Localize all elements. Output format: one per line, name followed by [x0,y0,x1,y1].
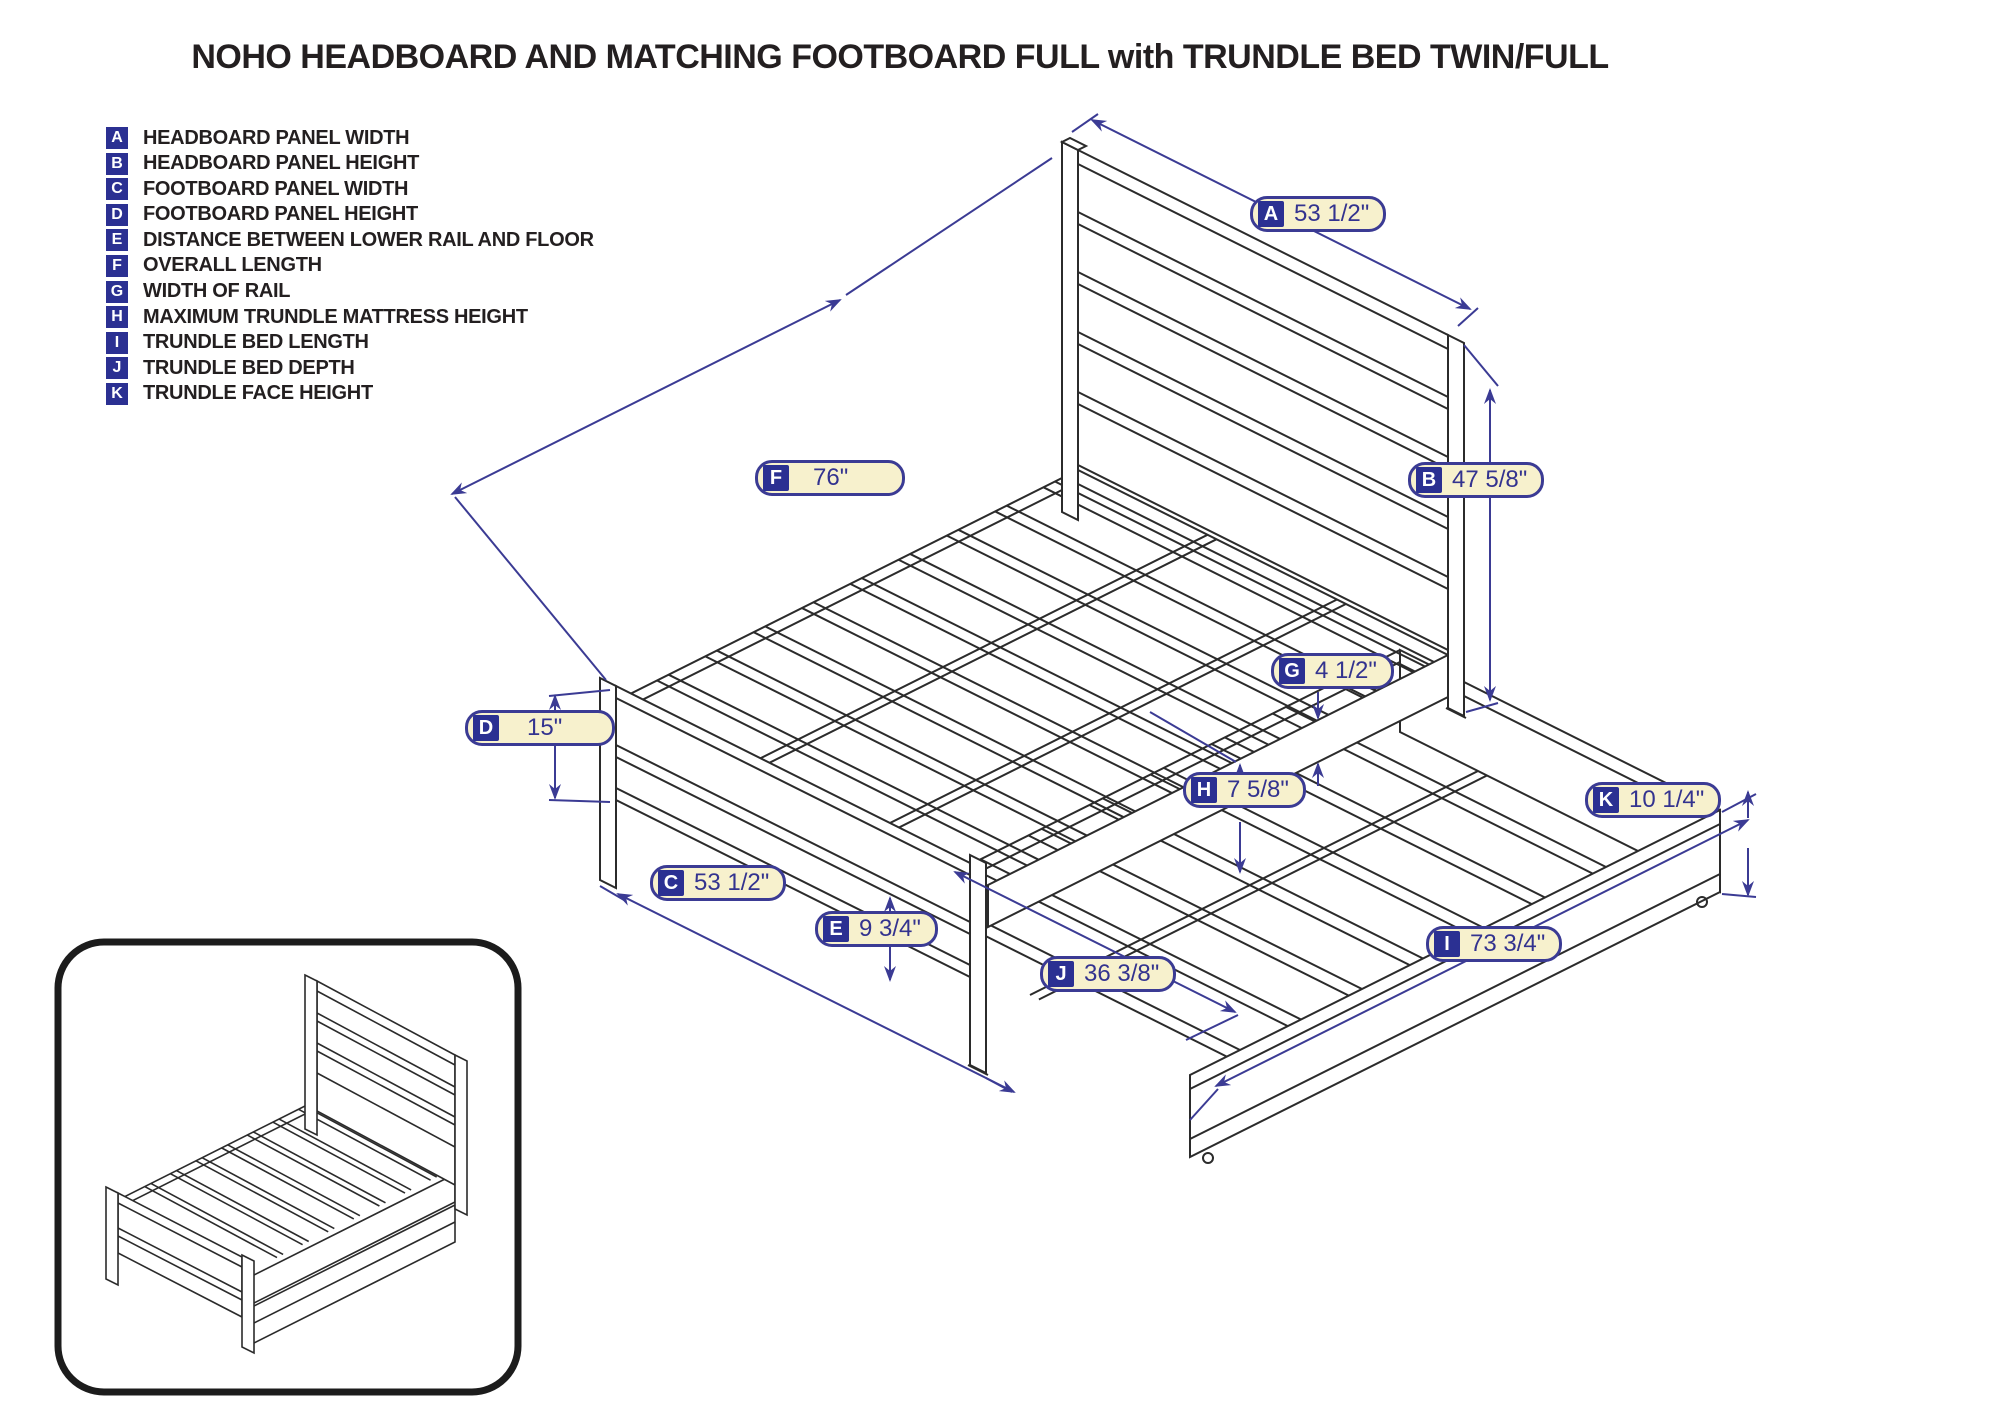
dimension-label-k [1585,782,1721,818]
legend-label: HEADBOARD PANEL HEIGHT [143,152,420,175]
dimension-badge: A [1258,201,1284,227]
legend-badge: B [106,153,128,175]
dimension-label-c [650,865,786,901]
legend-label: FOOTBOARD PANEL WIDTH [143,177,409,200]
legend-badge: F [106,255,128,277]
legend-label: TRUNDLE BED DEPTH [143,356,355,379]
dimension-badge: E [823,916,849,942]
dimension-badge: D [473,715,499,741]
dimension-value: 36 3/8" [1084,960,1160,987]
dimension-value: 53 1/2" [694,869,770,896]
legend-badge: C [106,178,128,200]
dimension-label-j [1040,956,1176,992]
dimension-value: 10 1/4" [1629,786,1705,813]
dimension-label-b [1408,462,1544,498]
legend-label: WIDTH OF RAIL [143,280,291,303]
dimension-value: 4 1/2" [1315,657,1377,684]
legend-label: DISTANCE BETWEEN LOWER RAIL AND FLOOR [143,228,594,251]
legend-label: HEADBOARD PANEL WIDTH [143,126,410,149]
dimension-badge: G [1279,658,1305,684]
dimension-label-a [1250,196,1386,232]
legend-label: MAXIMUM TRUNDLE MATTRESS HEIGHT [143,305,528,328]
dimension-label-g [1271,653,1394,689]
legend-badge: K [106,383,128,405]
dimension-badge: F [763,465,789,491]
dimension-badge: H [1191,777,1217,803]
dimension-label-e [815,911,938,947]
dimension-value: 53 1/2" [1294,200,1370,227]
dimension-badge: I [1434,931,1460,957]
dimension-badge: K [1593,787,1619,813]
legend-label: OVERALL LENGTH [143,254,322,277]
legend-badge: I [106,332,128,354]
dimension-badge: C [658,870,684,896]
legend-badge: E [106,229,128,251]
legend-badge: A [106,127,128,149]
legend-label: FOOTBOARD PANEL HEIGHT [143,203,418,226]
dimension-value: 9 3/4" [859,915,921,942]
legend-badge: J [106,357,128,379]
legend-badge: G [106,281,128,303]
dimension-label-f [755,460,905,496]
legend-label: TRUNDLE BED LENGTH [143,331,369,354]
legend-badge: H [106,306,128,328]
page-title: NOHO HEADBOARD AND MATCHING FOOTBOARD FULL with TRUNDLE BED TWIN/FULL [191,38,1609,76]
inset-thumbnail [58,942,518,1392]
dimension-value: 47 5/8" [1452,466,1528,493]
dimension-badge: J [1048,961,1074,987]
legend-label: TRUNDLE FACE HEIGHT [143,382,373,405]
dimension-value: 15" [527,714,563,741]
dimension-label-d [465,710,615,746]
legend-badge: D [106,204,128,226]
dimension-value: 73 3/4" [1470,930,1546,957]
dimension-value: 76" [813,464,849,491]
dimension-value: 7 5/8" [1227,776,1289,803]
dimension-label-h [1183,772,1306,808]
dimension-label-i [1426,926,1562,962]
dimension-badge: B [1416,467,1442,493]
